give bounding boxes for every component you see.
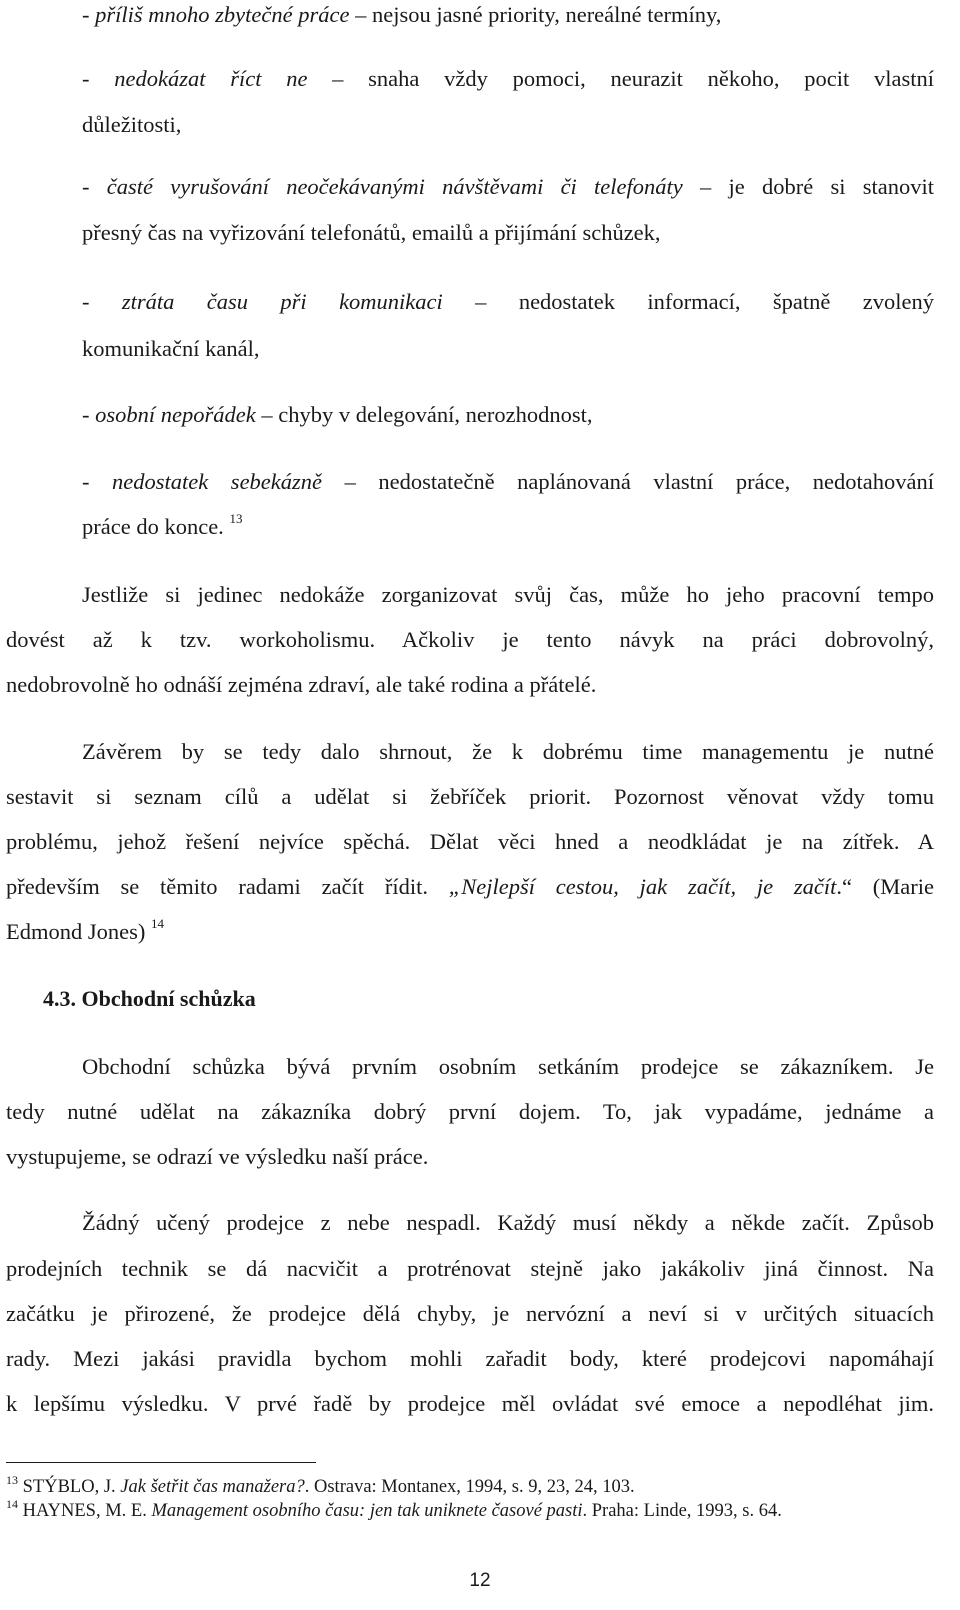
- bullet-line: - příliš mnoho zbytečné práce – nejsou jasné priority, nereálné termíny,: [82, 2, 722, 27]
- paragraph-line: Edmond Jones) $^{14}$: [6, 916, 164, 944]
- paragraph-line: vystupujeme, se odrazí ve výsledku naší práce.: [6, 1144, 429, 1169]
- quote: „Nejlepší cestou, jak začít, je začít: [448, 874, 837, 899]
- paragraph-line: sestavit si seznam cílů a udělat si žebříček priorit. Pozornost věnovat vždy tomu: [6, 784, 934, 809]
- footnote: $^{14}$ HAYNES, M. E. Management osobního času: jen tak uniknete časové pasti. Praha: Linde, 1993, s. 64.: [6, 1497, 782, 1521]
- footnote: $^{13}$ STÝBLO, J. Jak šetřit čas manažera?. Ostrava: Montanex, 1994, s. 9, 23, 24, 103.: [6, 1473, 635, 1497]
- paragraph-line: Obchodní schůzka bývá prvním osobním setkáním prodejce se zákazníkem. Je: [82, 1054, 934, 1079]
- bullet-line: - nedokázat říct ne – snaha vždy pomoci, neurazit někoho, pocit vlastní: [82, 66, 934, 91]
- paragraph-line: rady. Mezi jakási pravidla bychom mohli zařadit body, které prodejcovi napomáhají: [6, 1346, 934, 1371]
- bullet-line-cont: komunikační kanál,: [82, 336, 260, 361]
- footnote-divider: [6, 1462, 316, 1463]
- bullet-line: - ztráta času při komunikaci – nedostatek informací, špatně zvolený: [82, 289, 934, 314]
- section-heading: 4.3. Obchodní schůzka: [43, 986, 256, 1011]
- paragraph-line: Jestliže si jedinec nedokáže zorganizovat svůj čas, může ho jeho pracovní tempo: [82, 582, 934, 607]
- paragraph-line: především se těmito radami začít řídit. „Nejlepší cestou, jak začít, je začít.“ (Marie: [6, 874, 935, 899]
- paragraph-line: Žádný učený prodejce z nebe nespadl. Každý musí někdy a někde začít. Způsob: [82, 1210, 934, 1235]
- bullet-line-cont: přesný čas na vyřizování telefonátů, emailů a přijímání schůzek,: [82, 220, 661, 245]
- paragraph-line: dovést až k tzv. workoholismu. Ačkoliv je tento návyk na práci dobrovolný,: [6, 627, 934, 652]
- bullet-line-cont: důležitosti,: [82, 112, 182, 137]
- paragraph-line: prodejních technik se dá nacvičit a protrénovat stejně jako jakákoliv jiná činnost. Na: [6, 1256, 934, 1281]
- footnote-ref: 13: [229, 511, 243, 526]
- bullet-line: - časté vyrušování neočekávanými návštěvami či telefonáty – je dobré si stanovit: [82, 174, 934, 199]
- bullet-line-cont: práce do konce. $^{13}$: [82, 511, 243, 539]
- paragraph-line: nedobrovolně ho odnáší zejména zdraví, ale také rodina a přátelé.: [6, 672, 597, 697]
- paragraph-line: problému, jehož řešení nejvíce spěchá. Dělat věci hned a neodkládat je na zítřek. A: [6, 829, 934, 854]
- paragraph-line: Závěrem by se tedy dalo shrnout, že k dobrému time managementu je nutné: [82, 739, 934, 764]
- bullet-line: - nedostatek sebekázně – nedostatečně naplánovaná vlastní práce, nedotahování: [82, 469, 934, 494]
- paragraph-line: začátku je přirozené, že prodejce dělá chyby, je nervózní a neví si v určitých situacích: [6, 1301, 934, 1326]
- paragraph-line: tedy nutné udělat na zákazníka dobrý první dojem. To, jak vypadáme, jednáme a: [6, 1099, 934, 1124]
- page-number: 12: [469, 1570, 491, 1591]
- bullet-line: - osobní nepořádek – chyby v delegování, nerozhodnost,: [82, 402, 593, 427]
- footnote-ref: 14: [151, 916, 164, 931]
- paragraph-line: k lepšímu výsledku. V prvé řadě by prodejce měl ovládat své emoce a nepodléhat jim.: [6, 1391, 934, 1416]
